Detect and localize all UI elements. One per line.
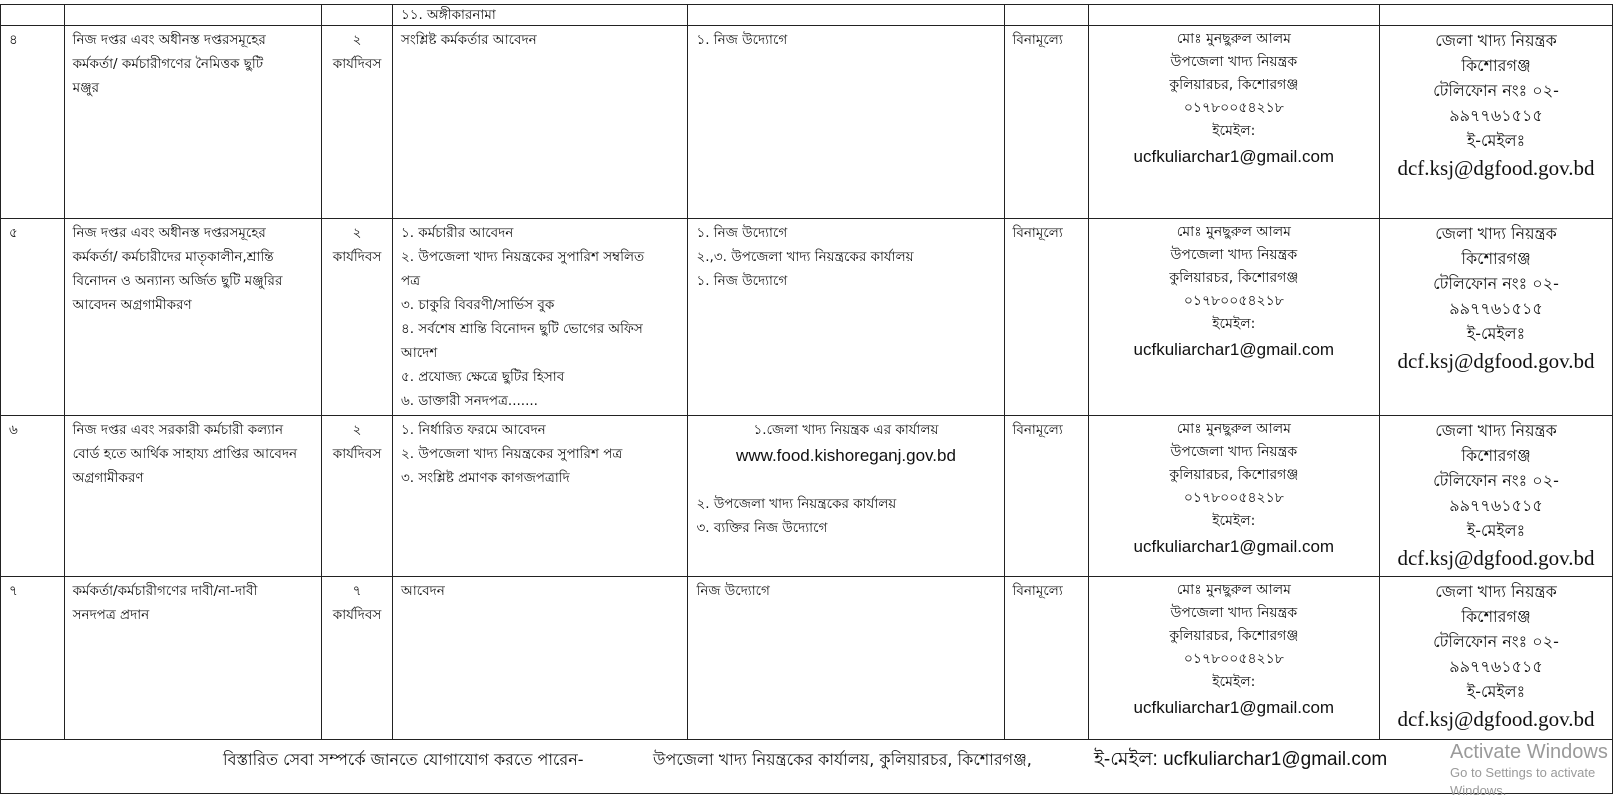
required-docs-cell: ১. কর্মচারীর আবেদন ২. উপজেলা খাদ্য নিয়ন্ত্রকের সুপারিশ সম্বলিত পত্র ৩. চাকুরি বিবরণী/সার্ভিস বুক ৪. সর্বশেষ শ্রান্তি বিনোদন ছুটি ভোগের অফিস আদেশ ৫. প্রযোজ্য ক্ষেত্রে ছুটির হিসাব ৬. ডাক্তারী সনদপত্র.......	[392, 219, 688, 416]
table-row	[1, 416, 1613, 577]
doc-source-cell: ১. নিজ উদ্যোগে ২.,৩. উপজেলা খাদ্য নিয়ন্ত্রকের কার্যালয় ১. নিজ উদ্যোগে	[688, 219, 1004, 416]
officer-email: ucfkuliarchar1@gmail.com	[1133, 698, 1335, 717]
officer-cell: মোঃ মুনছুরুল আলম উপজেলা খাদ্য নিয়ন্ত্রক কুলিয়ারচর, কিশোরগঞ্জ ০১৭৮০০৫৪২১৮ ইমেইল: ucfkuliarchar1@gmail.com	[1088, 416, 1379, 577]
fee-cell: বিনামূল্যে	[1004, 577, 1088, 740]
fee-cell: বিনামূল্যে	[1004, 219, 1088, 416]
table-row	[1, 577, 1613, 740]
doc-source-cell: নিজ উদ্যোগে	[688, 577, 1004, 740]
duration-cell: ২ কার্যদিবস	[322, 26, 393, 219]
footer-email: ই-মেইল: ucfkuliarchar1@gmail.com	[1094, 749, 1388, 770]
contact-footer	[0, 718, 1613, 794]
supervisor-cell: জেলা খাদ্য নিয়ন্ত্রক কিশোরগঞ্জ টেলিফোন নংঃ ০২- ৯৯৭৭৬১৫১৫ ই-মেইলঃ dcf.ksj@dgfood.gov.bd	[1380, 416, 1613, 577]
officer-email: ucfkuliarchar1@gmail.com	[1133, 537, 1335, 556]
service-name-cell: নিজ দপ্তর এবং অধীনস্ত দপ্তরসমূহের কর্মকর্তা/ কর্মচারীগণের নৈমিত্তক ছুটি মঞ্জুর	[64, 26, 322, 219]
serial-number: ৭	[1, 577, 65, 740]
website-link[interactable]: www.food.kishoreganj.gov.bd	[736, 446, 956, 465]
required-docs-cell	[392, 5, 688, 26]
activate-windows-watermark: Activate Windows Go to Settings to activate Windows.	[1450, 741, 1608, 798]
officer-cell: মোঃ মুনছুরুল আলম উপজেলা খাদ্য নিয়ন্ত্রক কুলিয়ারচর, কিশোরগঞ্জ ০১৭৮০০৫৪২১৮ ইমেইল: ucfkuliarchar1@gmail.com	[1088, 219, 1379, 416]
service-name-cell: নিজ দপ্তর এবং অধীনস্ত দপ্তরসমূহের কর্মকর্তা/ কর্মচারীদের মাতৃকালীন,শ্রান্তি বিনোদন ও অন্যান্য অর্জিত ছুটি মঞ্জুরির আবেদন অগ্রগামীকরণ	[64, 219, 322, 416]
service-name-cell: কর্মকর্তা/কর্মচারীগণের দাবী/না-দাবী সনদপত্র প্রদান	[64, 577, 322, 740]
duration-cell: ২ কার্যদিবস	[322, 219, 393, 416]
contact-text: বিস্তারিত সেবা সম্পর্কে জানতে যোগাযোগ করতে পারেন-	[223, 750, 584, 769]
supervisor-cell: জেলা খাদ্য নিয়ন্ত্রক কিশোরগঞ্জ টেলিফোন নংঃ ০২- ৯৯৭৭৬১৫১৫ ই-মেইলঃ dcf.ksj@dgfood.gov.bd	[1380, 26, 1613, 219]
supervisor-email: dcf.ksj@dgfood.gov.bd	[1397, 707, 1595, 731]
supervisor-email: dcf.ksj@dgfood.gov.bd	[1397, 546, 1595, 570]
supervisor-email: dcf.ksj@dgfood.gov.bd	[1397, 156, 1595, 180]
required-docs-cell: ১. নির্ধারিত ফরমে আবেদন ২. উপজেলা খাদ্য নিয়ন্ত্রকের সুপারিশ পত্র ৩. সংশ্লিষ্ট প্রমাণক কাগজপত্রাদি	[392, 416, 688, 577]
duration-cell: ৭ কার্যদিবস	[322, 577, 393, 740]
required-docs-cell: আবেদন	[392, 577, 688, 740]
serial-number: ৬	[1, 416, 65, 577]
table-row	[1, 219, 1613, 416]
required-docs-cell: সংশ্লিষ্ট কর্মকর্তার আবেদন	[392, 26, 688, 219]
service-table	[0, 4, 1613, 740]
officer-email: ucfkuliarchar1@gmail.com	[1133, 147, 1335, 166]
fee-cell: বিনামূল্যে	[1004, 416, 1088, 577]
table-row	[1, 26, 1613, 219]
duration-cell: ২ কার্যদিবস	[322, 416, 393, 577]
officer-email: ucfkuliarchar1@gmail.com	[1133, 340, 1335, 359]
service-name-cell: নিজ দপ্তর এবং সরকারী কর্মচারী কল্যান বোর্ড হতে আর্থিক সাহায্য প্রাপ্তির আবেদন অগ্রগামীকরণ	[64, 416, 322, 577]
supervisor-email: dcf.ksj@dgfood.gov.bd	[1397, 349, 1595, 373]
doc-source-cell: ১. নিজ উদ্যোগে	[688, 26, 1004, 219]
serial-number: ৪	[1, 26, 65, 219]
office-address: উপজেলা খাদ্য নিয়ন্ত্রকের কার্যালয়, কুলিয়ারচর, কিশোরগঞ্জ,	[653, 750, 1032, 769]
table-row	[1, 5, 1613, 26]
fee-cell: বিনামূল্যে	[1004, 26, 1088, 219]
officer-cell: মোঃ মুনছুরুল আলম উপজেলা খাদ্য নিয়ন্ত্রক কুলিয়ারচর, কিশোরগঞ্জ ০১৭৮০০৫৪২১৮ ইমেইল: ucfkuliarchar1@gmail.com	[1088, 26, 1379, 219]
serial-number: ৫	[1, 219, 65, 416]
supervisor-cell: জেলা খাদ্য নিয়ন্ত্রক কিশোরগঞ্জ টেলিফোন নংঃ ০২- ৯৯৭৭৬১৫১৫ ই-মেইলঃ dcf.ksj@dgfood.gov.bd	[1380, 219, 1613, 416]
doc-line: ১১. অঙ্গীকারনামা	[400, 7, 496, 23]
doc-source-cell: ১.জেলা খাদ্য নিয়ন্ত্রক এর কার্যালয় www.food.kishoreganj.gov.bd ২. উপজেলা খাদ্য নিয়ন্ত্রকের কার্যালয় ৩. ব্যক্তির নিজ উদ্যোগে	[688, 416, 1004, 577]
supervisor-cell: জেলা খাদ্য নিয়ন্ত্রক কিশোরগঞ্জ টেলিফোন নংঃ ০২- ৯৯৭৭৬১৫১৫ ই-মেইলঃ dcf.ksj@dgfood.gov.bd	[1380, 577, 1613, 740]
officer-cell: মোঃ মুনছুরুল আলম উপজেলা খাদ্য নিয়ন্ত্রক কুলিয়ারচর, কিশোরগঞ্জ ০১৭৮০০৫৪২১৮ ইমেইল: ucfkuliarchar1@gmail.com	[1088, 577, 1379, 740]
